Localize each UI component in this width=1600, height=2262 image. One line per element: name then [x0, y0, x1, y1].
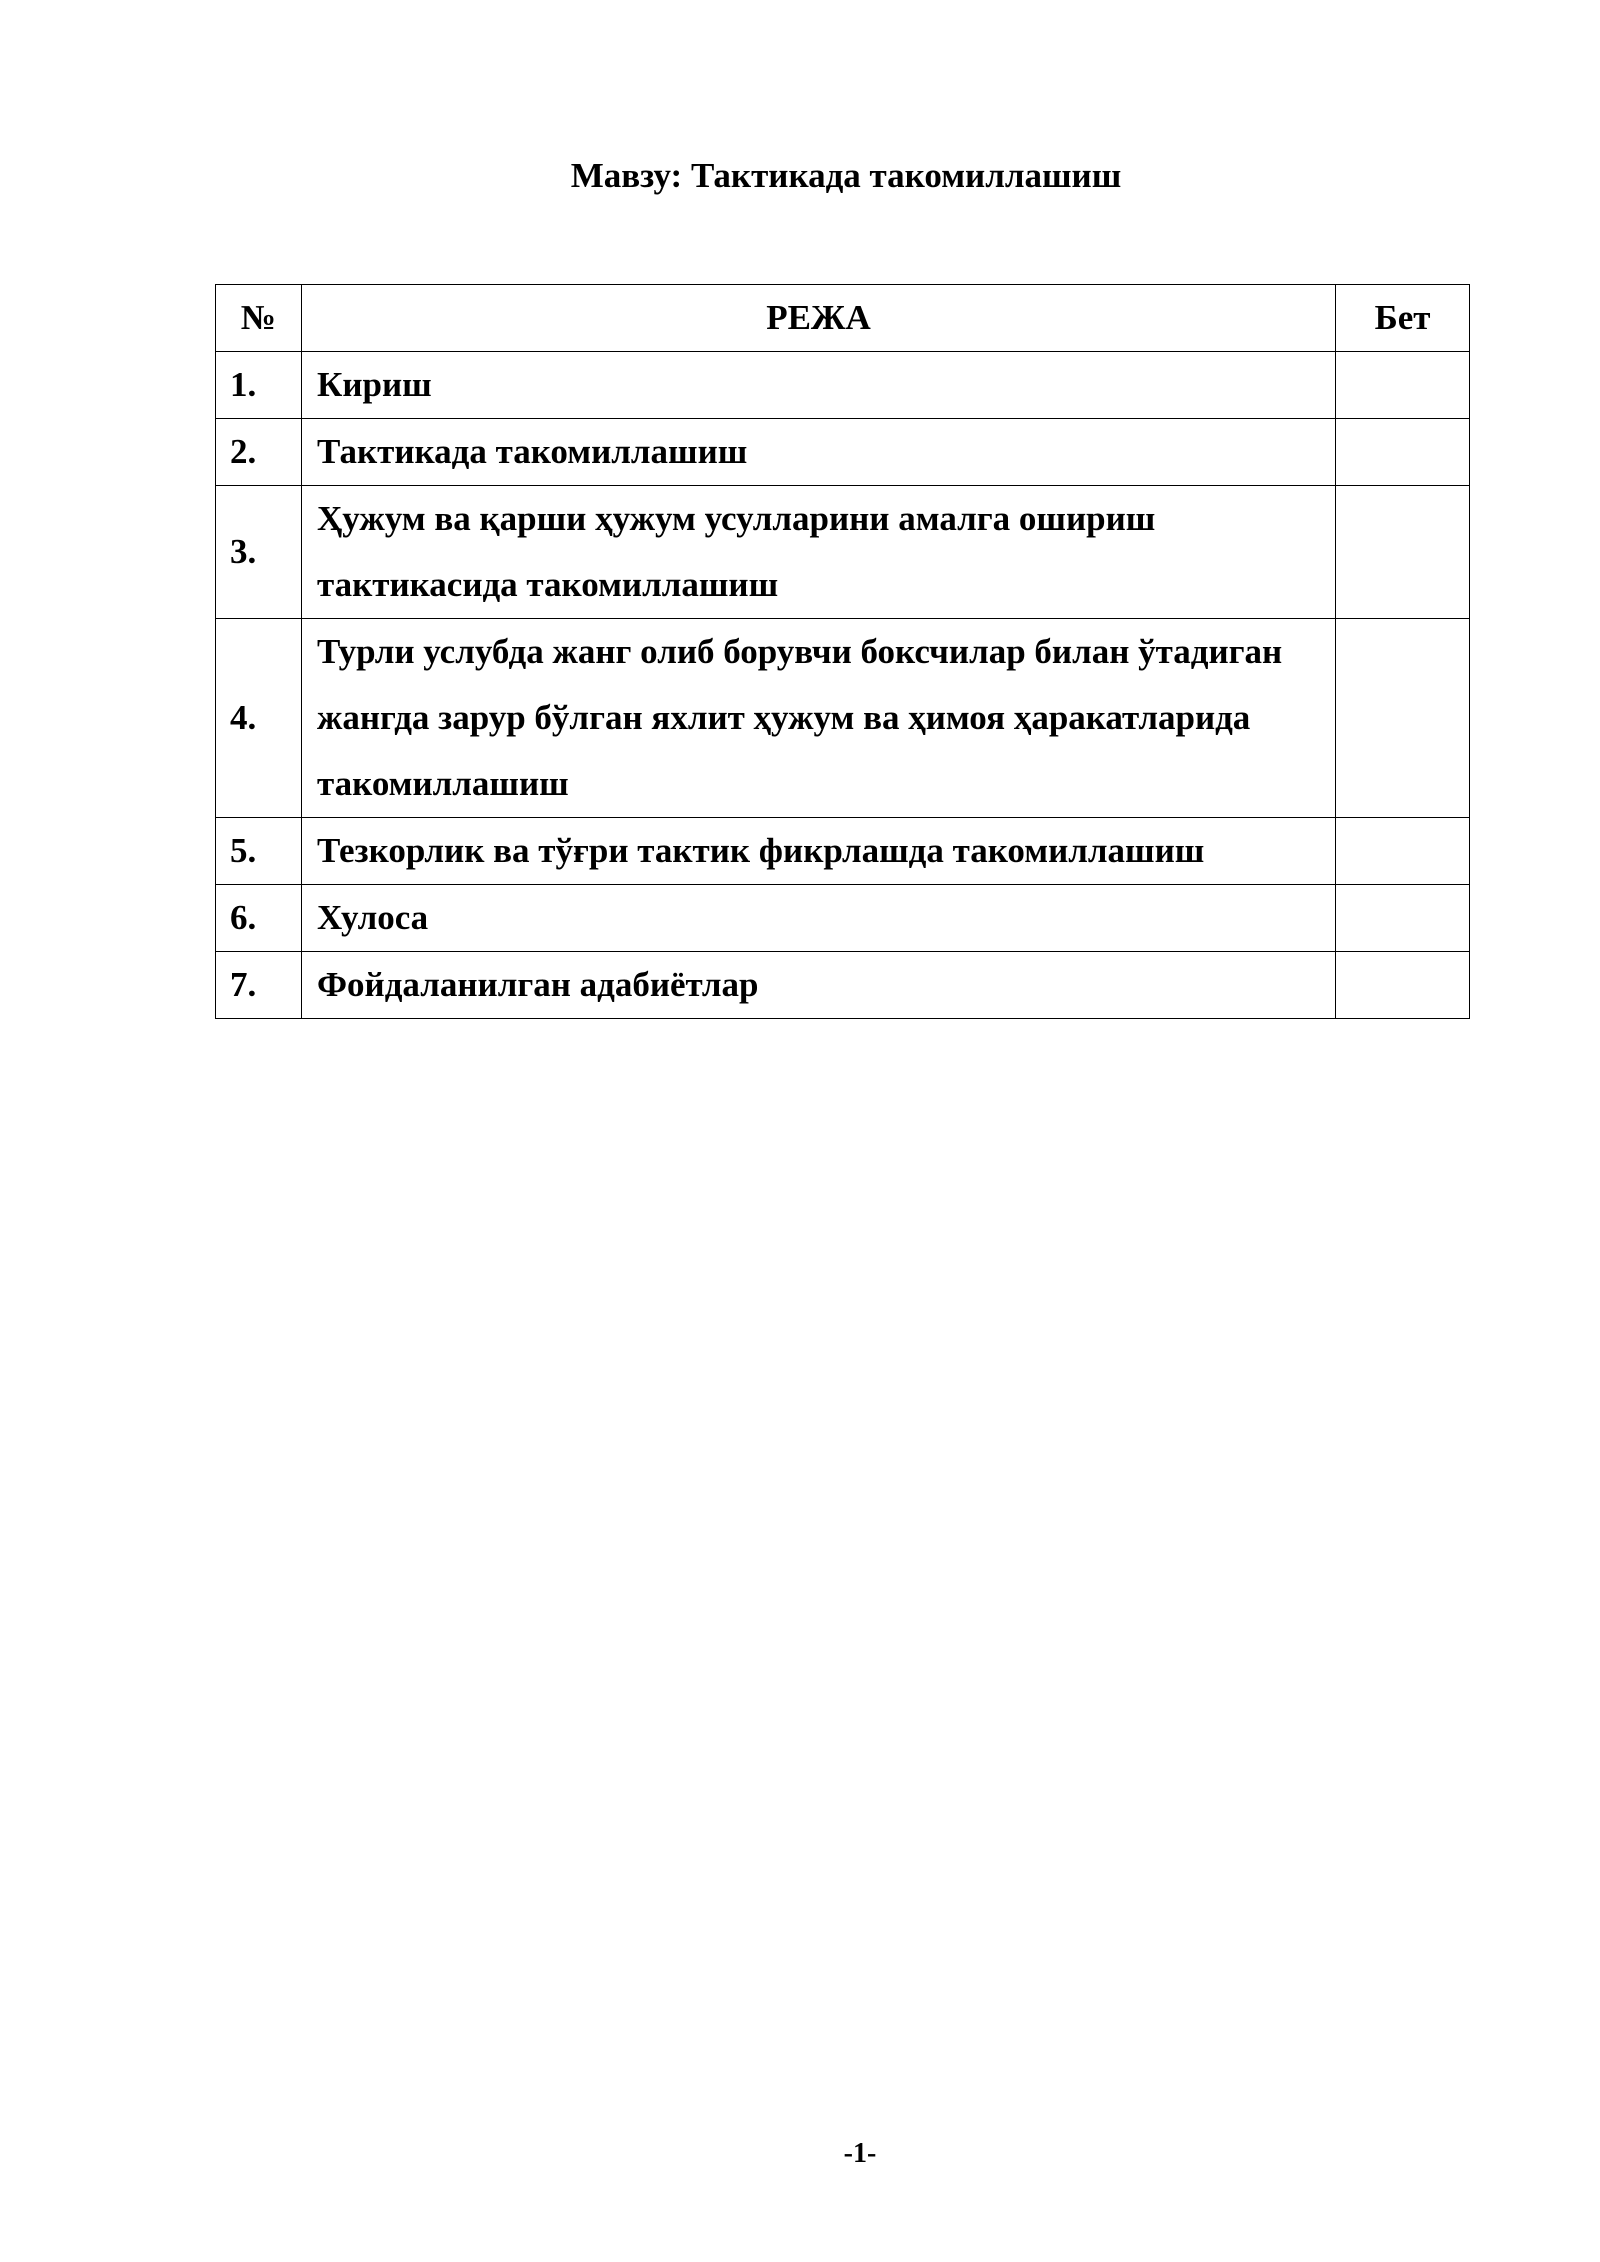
row-topic: Кириш	[302, 352, 1336, 419]
row-topic: Фойдаланилган адабиётлар	[302, 952, 1336, 1019]
page-number: -1-	[843, 2138, 877, 2169]
header-number: №	[216, 285, 302, 352]
row-page	[1336, 619, 1470, 818]
header-page: Бет	[1336, 285, 1470, 352]
row-number: 5.	[216, 818, 302, 885]
row-topic: Турли услубда жанг олиб борувчи боксчилар билан ўтадиган жангда зарур бўлган яхлит ҳужум ва ҳимоя ҳаракатларида такомиллашиш	[302, 619, 1336, 818]
row-page	[1336, 952, 1470, 1019]
row-number: 1.	[216, 352, 302, 419]
table-row	[216, 818, 1470, 885]
table-row	[216, 486, 1470, 619]
table-row	[216, 885, 1470, 952]
table-row	[216, 952, 1470, 1019]
table-row	[216, 619, 1470, 818]
table-row	[216, 419, 1470, 486]
row-number: 4.	[216, 619, 302, 818]
page-title: Мавзу: Тактикада такомиллашиш	[570, 156, 1122, 195]
row-topic: Ҳужум ва қарши ҳужум усулларини амалга ошириш тактикасида такомиллашиш	[302, 486, 1336, 619]
row-topic: Хулоса	[302, 885, 1336, 952]
header-plan: РЕЖА	[302, 285, 1336, 352]
row-number: 2.	[216, 419, 302, 486]
row-page	[1336, 486, 1470, 619]
row-number: 3.	[216, 486, 302, 619]
row-number: 7.	[216, 952, 302, 1019]
plan-table	[215, 284, 1470, 1019]
row-page	[1336, 352, 1470, 419]
row-page	[1336, 818, 1470, 885]
row-number: 6.	[216, 885, 302, 952]
table-row	[216, 352, 1470, 419]
table-header-row	[216, 285, 1470, 352]
row-topic: Тезкорлик ва тўғри тактик фикрлашда такомиллашиш	[302, 818, 1336, 885]
row-page	[1336, 885, 1470, 952]
row-page	[1336, 419, 1470, 486]
row-topic: Тактикада такомиллашиш	[302, 419, 1336, 486]
